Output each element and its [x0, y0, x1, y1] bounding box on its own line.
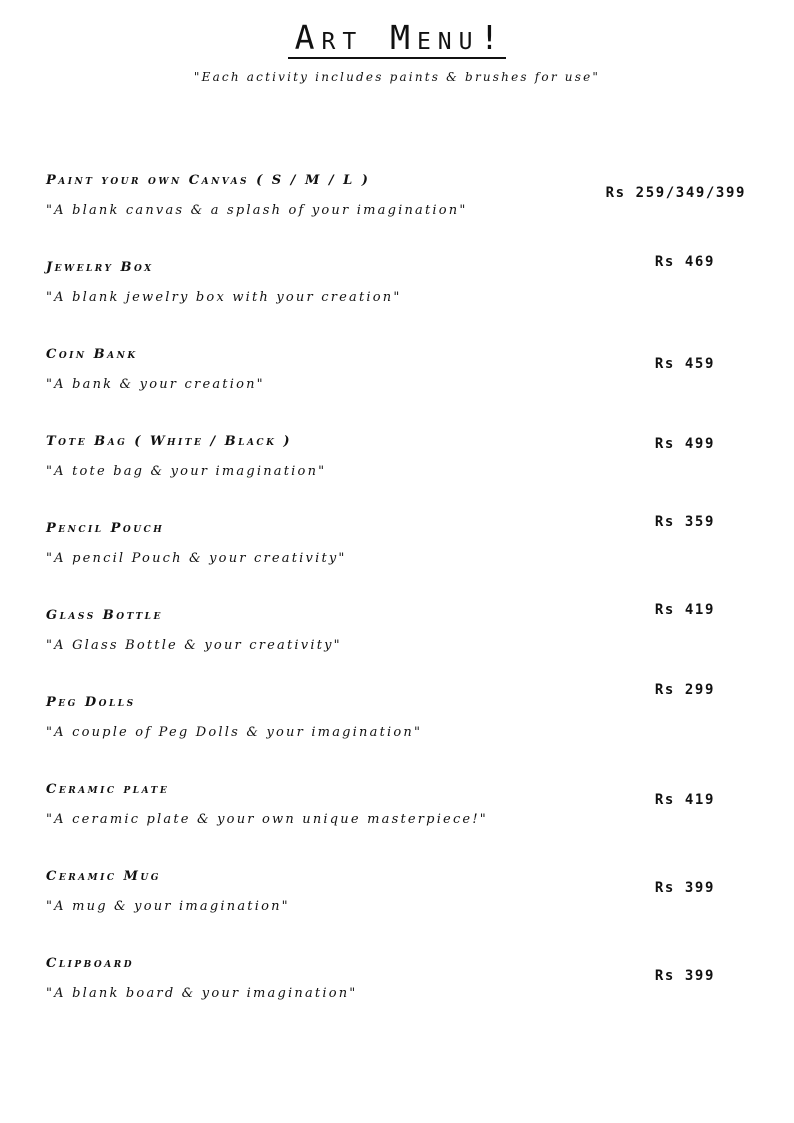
menu-item-description: "A ceramic plate & your own unique masterpiece!": [46, 812, 488, 827]
menu-item-name: Tote Bag ( White / Black ): [46, 434, 293, 449]
menu-item-description: "A tote bag & your imagination": [46, 464, 327, 479]
menu-item-price: Rs 499: [654, 436, 715, 452]
menu-item-name: Clipboard: [46, 956, 135, 971]
menu-item-name: Glass Bottle: [46, 608, 163, 623]
page-title: [0, 16, 794, 60]
menu-item-price: Rs 299: [654, 682, 715, 698]
menu-item-description: "A bank & your creation": [46, 377, 265, 392]
menu-item-price: Rs 399: [654, 968, 715, 984]
menu-item-description: "A blank jewelry box with your creation": [46, 290, 402, 305]
menu-item-name: Jewelry Box: [46, 260, 154, 275]
menu-item-name: Coin Bank: [46, 347, 138, 362]
menu-item-name: Ceramic plate: [46, 782, 170, 797]
menu-item-price: Rs 469: [654, 254, 715, 270]
menu-item-price: Rs 419: [654, 602, 715, 618]
menu-item-name: Peg Dolls: [46, 695, 136, 710]
menu-item-price: Rs 259/349/399: [605, 185, 746, 201]
menu-item-price: Rs 419: [654, 792, 715, 808]
menu-item-description: "A Glass Bottle & your creativity": [46, 638, 342, 653]
menu-item-name: Ceramic Mug: [46, 869, 161, 884]
menu-item-name: Paint your own Canvas ( S / M / L ): [46, 173, 371, 188]
menu-item-price: Rs 459: [654, 356, 715, 372]
menu-item-description: "A blank canvas & a splash of your imagination": [46, 203, 468, 218]
page-subtitle: "Each activity includes paints & brushes for use": [193, 70, 601, 84]
menu-item-description: "A pencil Pouch & your creativity": [46, 551, 347, 566]
menu-item-price: Rs 359: [654, 514, 715, 530]
menu-item-price: Rs 399: [654, 880, 715, 896]
page-title-text: Art Menu!: [288, 19, 507, 59]
menu-item-description: "A mug & your imagination": [46, 899, 290, 914]
menu-item-description: "A couple of Peg Dolls & your imagination": [46, 725, 423, 740]
menu-item-name: Pencil Pouch: [46, 521, 165, 536]
menu-item-description: "A blank board & your imagination": [46, 986, 358, 1001]
